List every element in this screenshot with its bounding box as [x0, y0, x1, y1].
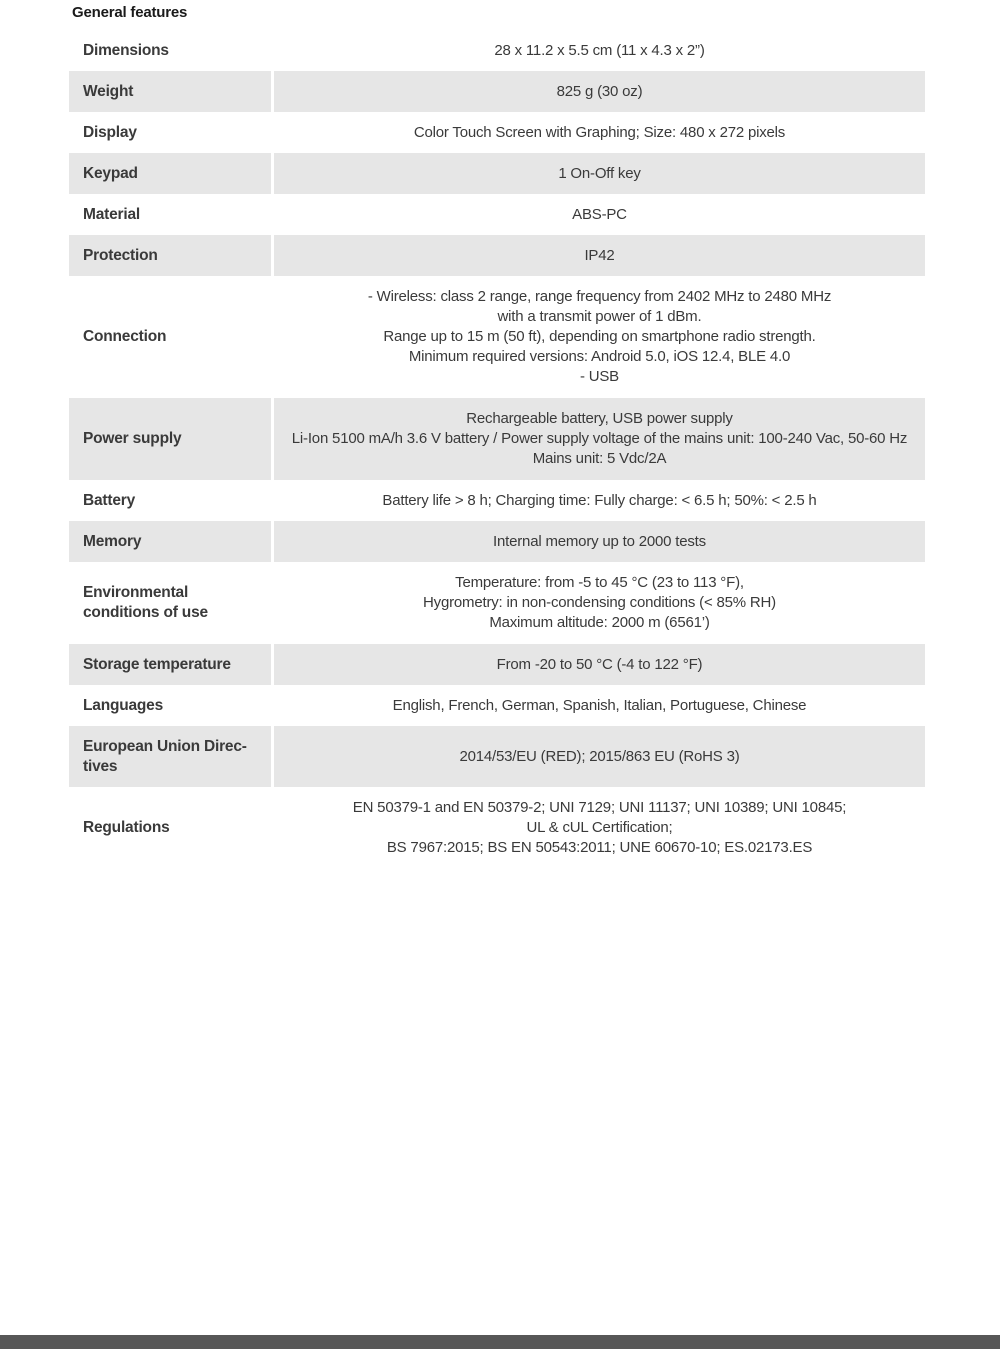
spec-row-environmental-conditions — [69, 562, 925, 644]
spec-value-line: 1 On-Off key — [558, 164, 641, 182]
spec-value-line: Range up to 15 m (50 ft), depending on smartphone radio strength. — [383, 328, 816, 345]
spec-value — [274, 787, 925, 869]
spec-value-line: - Wireless: class 2 range, range frequency from 2402 MHz to 2480 MHz — [367, 288, 832, 305]
spec-row-battery — [69, 480, 925, 521]
spec-label-line: European Union Direc- — [83, 737, 247, 755]
spec-value — [274, 726, 925, 787]
spec-value — [274, 398, 925, 480]
spec-value-line: - USB — [579, 368, 619, 385]
section-title: General features — [72, 4, 188, 21]
spec-label: Storage temperature — [69, 644, 271, 685]
spec-value-line: BS 7967:2015; BS EN 50543:2011; UNE 60670-10; ES.02173.ES — [386, 839, 813, 856]
spec-label: Connection — [83, 328, 167, 345]
spec-value — [274, 235, 925, 276]
spec-value-line: Color Touch Screen with Graphing; Size: 480 x 272 pixels — [413, 123, 786, 141]
spec-value-line: Battery life > 8 h; Charging time: Fully charge: < 6.5 h; 50%: < 2.5 h — [382, 491, 817, 509]
spec-value-line: Maximum altitude: 2000 m (6561’) — [489, 614, 710, 631]
spec-value — [274, 480, 925, 521]
spec-row-material — [69, 194, 925, 235]
spec-value-line: Minimum required versions: Android 5.0, iOS 12.4, BLE 4.0 — [408, 348, 791, 365]
spec-label: Languages — [83, 696, 164, 714]
spec-label — [69, 562, 271, 644]
spec-row-connection — [69, 276, 925, 398]
spec-row-dimensions — [69, 30, 925, 71]
spec-label: Power supply — [69, 398, 271, 480]
spec-row-weight — [69, 71, 925, 112]
spec-value-line: UL & cUL Certification; — [526, 819, 673, 836]
spec-label-line: Environmental — [83, 584, 189, 601]
spec-label — [69, 726, 271, 787]
spec-value — [274, 194, 925, 235]
spec-value-line: 2014/53/EU (RED); 2015/863 EU (RoHS 3) — [459, 747, 740, 765]
spec-value-line: Temperature: from -5 to 45 °C (23 to 113 °F), — [455, 574, 744, 591]
spec-value — [274, 521, 925, 562]
spec-label: Regulations — [83, 819, 170, 836]
spec-value-line: 28 x 11.2 x 5.5 cm (11 x 4.3 x 2”) — [494, 41, 705, 59]
spec-value-line: Internal memory up to 2000 tests — [493, 532, 706, 550]
spec-label-line: tives — [83, 757, 118, 775]
spec-value — [274, 153, 925, 194]
spec-value-line: From -20 to 50 °C (-4 to 122 °F) — [496, 655, 703, 673]
spec-value — [274, 112, 925, 153]
spec-value-line: 825 g (30 oz) — [556, 82, 643, 100]
spec-value-line: Hygrometry: in non-condensing conditions (< 85% RH) — [423, 594, 776, 611]
spec-value-line: IP42 — [584, 246, 615, 264]
spec-label-line: conditions of use — [83, 604, 208, 621]
spec-value-line: with a transmit power of 1 dBm. — [497, 308, 702, 325]
spec-value — [274, 30, 925, 71]
spec-label: Material — [83, 205, 140, 223]
spec-label: Battery — [83, 491, 136, 509]
spec-row-languages — [69, 685, 925, 726]
spec-row-protection — [69, 235, 925, 276]
spec-label: Dimensions — [83, 41, 169, 59]
spec-label: Protection — [69, 235, 271, 276]
spec-row-storage-temperature — [69, 644, 925, 685]
spec-value — [274, 685, 925, 726]
spec-label: Memory — [69, 521, 271, 562]
spec-label: Keypad — [69, 153, 271, 194]
spec-row-regulations — [69, 787, 925, 869]
spec-value-line: Li-Ion 5100 mA/h 3.6 V battery / Power supply voltage of the mains unit: 100-240 Vac, 50-60 Hz — [291, 430, 908, 447]
spec-row-keypad — [69, 153, 925, 194]
spec-value — [274, 562, 925, 644]
spec-row-power-supply — [69, 398, 925, 480]
spec-value-line: ABS-PC — [572, 205, 627, 223]
spec-row-display — [69, 112, 925, 153]
spec-value — [274, 71, 925, 112]
spec-row-eu-directives — [69, 726, 925, 787]
spec-value — [274, 276, 925, 398]
spec-table — [69, 30, 925, 869]
spec-value-line: EN 50379-1 and EN 50379-2; UNI 7129; UNI 11137; UNI 10389; UNI 10845; — [352, 799, 847, 816]
spec-value-line: Mains unit: 5 Vdc/2A — [532, 450, 667, 467]
spec-label: Display — [83, 123, 137, 141]
spec-value-line: Rechargeable battery, USB power supply — [466, 410, 733, 427]
spec-row-memory — [69, 521, 925, 562]
spec-value-line: English, French, German, Spanish, Italian, Portuguese, Chinese — [392, 696, 807, 714]
spec-label: Weight — [69, 71, 271, 112]
spec-value — [274, 644, 925, 685]
footer-bar — [0, 1335, 1000, 1349]
